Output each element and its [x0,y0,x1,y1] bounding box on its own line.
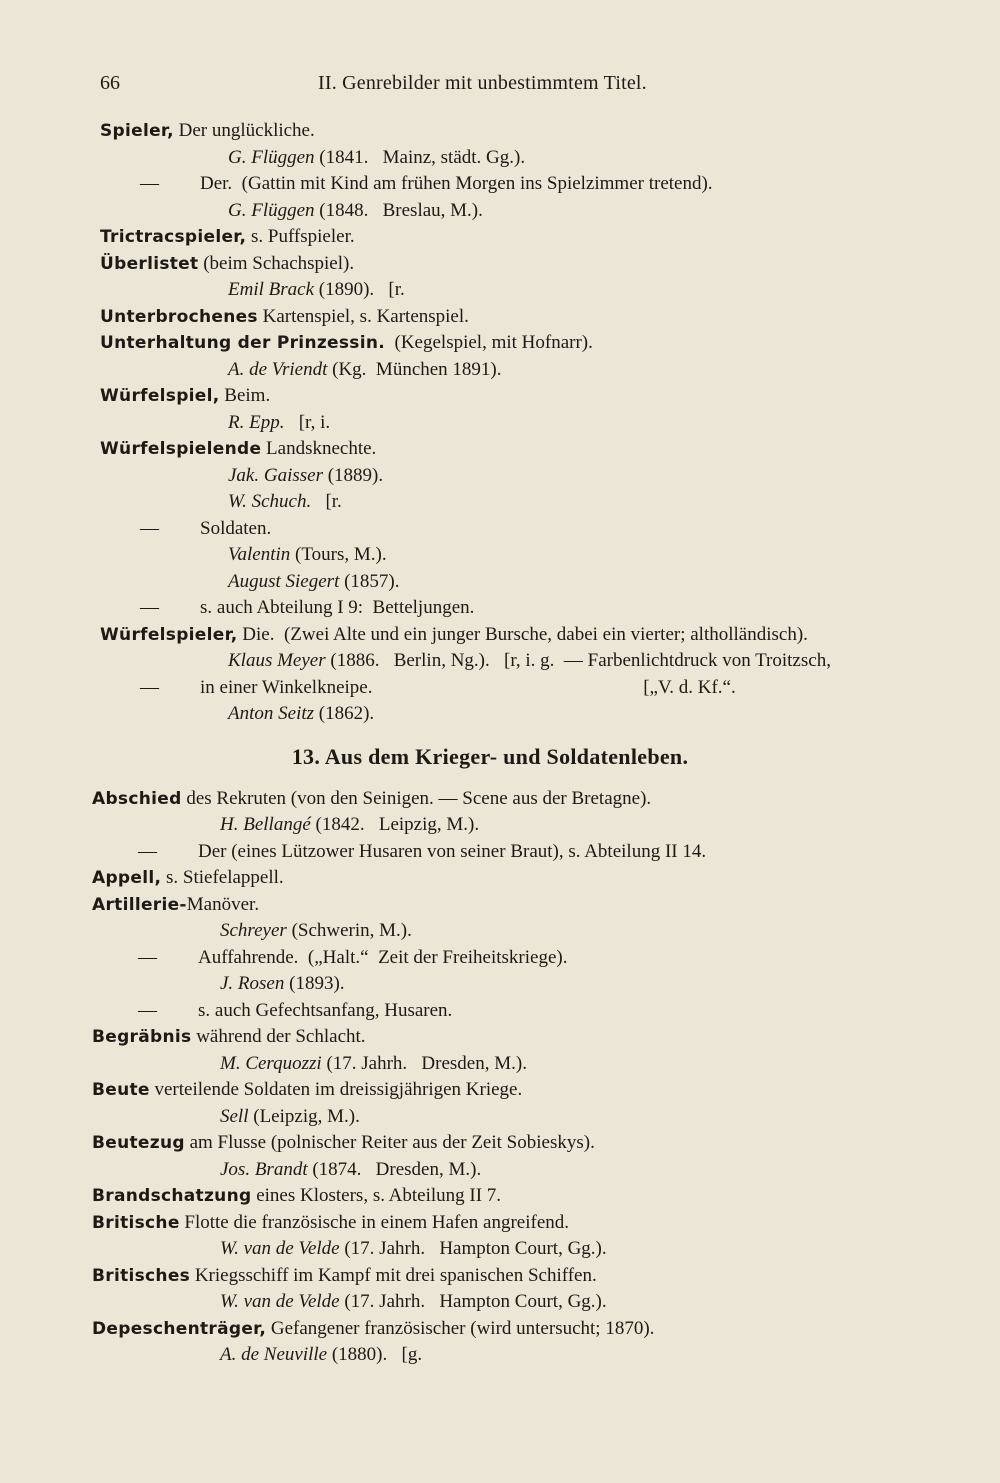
entry-text: während der Schlacht. [191,1026,366,1047]
entry-attribution-line [0,277,1000,304]
entry-heading-line [0,304,1000,331]
entry-text: Soldaten. [200,517,272,539]
entry-heading-line [0,786,1000,813]
entry-continuation-line [0,675,1000,702]
entry-attribution-line [0,357,1000,384]
entry-continuation-line [0,595,1000,622]
artist-name: A. de Neuville [220,1344,328,1365]
artist-name: W. van de Velde [220,1291,340,1312]
entry-text: Kriegsschiff im Kampf mit drei spanischen Schiffen. [190,1264,597,1286]
entry-keyword: Unterhaltung der Prinzessin. [100,333,385,353]
entry-attribution-line [0,1342,1000,1369]
entry-text: des Rekruten (von den Seinigen. — Scene aus der Bretagne). [181,787,652,809]
entry-attribution-line [0,1236,1000,1263]
artist-name: R. Epp. [228,411,285,433]
artist-name: J. Rosen [220,973,285,994]
repeat-dash: — [138,946,157,968]
entry-text: eines Klosters, s. Abteilung II 7. [251,1185,502,1206]
entry-text: Auffahrende. („Halt.“ Zeit der Freiheitskriege). [198,946,568,968]
repeat-dash: — [140,676,159,698]
entry-text: (Leipzig, M.). [248,1105,360,1127]
entry-attribution-line [0,145,1000,172]
entry-text: (Kegelspiel, mit Hofnarr). [385,332,593,353]
artist-name: Anton Seitz [228,703,315,724]
artist-name: August Siegert [228,570,340,592]
entry-attribution-line [0,918,1000,945]
artist-name: W. Schuch. [228,491,312,512]
entry-attribution-line [0,701,1000,728]
entry-text: (Tours, M.). [290,544,387,565]
entry-heading-line [0,118,1000,145]
entry-text: (1842. Leipzig, M.). [310,814,480,835]
artist-name: Jos. Brandt [220,1158,308,1180]
artist-name: H. Bellangé [220,814,311,835]
entry-heading-line [0,1263,1000,1290]
entry-text: (1889). [322,464,384,486]
entry-attribution-line [0,463,1000,490]
entry-text: (beim Schachspiel). [198,252,355,274]
entry-text: Manöver. [186,893,260,915]
entry-attribution-line [0,1104,1000,1131]
entry-keyword: Beutezug [92,1133,185,1153]
entry-attribution-line [0,971,1000,998]
entry-attribution-line [0,410,1000,437]
entry-keyword: Spieler, [100,121,174,141]
entry-heading-line [0,892,1000,919]
artist-name: Sell [220,1105,249,1127]
entry-keyword: Würfelspiel, [100,386,220,406]
repeat-dash: — [140,517,159,539]
entry-heading-line [0,330,1000,357]
entry-attribution-line [0,198,1000,225]
entry-list [0,118,1000,1369]
entry-attribution-line [0,1051,1000,1078]
entry-text: (1874. Dresden, M.). [307,1158,482,1180]
section-title: 13. Aus dem Krieger- und Soldatenleben. [291,743,689,769]
entry-heading-line [0,622,1000,649]
entry-heading-line [0,1183,1000,1210]
entry-text: (1880). [g. [327,1344,423,1365]
entry-heading-line [0,1316,1000,1343]
entry-heading-line [0,1024,1000,1051]
artist-name: W. van de Velde [220,1238,340,1259]
entry-heading-line [0,865,1000,892]
entry-heading-line [0,383,1000,410]
entry-text: [r, i. [284,411,331,433]
entry-heading-line [0,436,1000,463]
entry-text: (Kg. München 1891). [327,358,502,380]
entry-text: (1862). [314,703,375,724]
artist-name: Schreyer [220,920,287,941]
entry-keyword: Brandschatzung [92,1186,252,1206]
entry-text: (1848. Breslau, M.). [314,199,483,221]
entry-keyword: Würfelspielende [100,439,262,459]
artist-name: G. Flüggen [228,199,315,221]
entry-attribution-line [0,812,1000,839]
entry-text: Der. (Gattin mit Kind am frühen Morgen ins Spielzimmer tretend). [200,173,713,194]
entry-text: Gefangener französischer (wird untersucht; 1870). [266,1317,655,1339]
entry-continuation-line [0,998,1000,1025]
page-header [0,72,1000,102]
entry-keyword: Artillerie- [92,894,187,915]
entry-heading-line [0,224,1000,251]
entry-text: (1841. Mainz, städt. Gg.). [314,146,526,168]
entry-text: s. auch Abteilung I 9: Betteljungen. [200,597,475,618]
entry-text: (Schwerin, M.). [286,920,412,941]
entry-attribution-line [0,648,1000,675]
entry-text: Der (eines Lützower Husaren von seiner Braut), s. Abteilung II 14. [198,840,707,862]
entry-text: s. Stiefelappell. [161,867,284,888]
entry-keyword: Trictracspieler, [100,227,247,247]
entry-text: Landsknechte. [261,438,377,459]
artist-name: G. Flüggen [228,146,315,168]
entry-keyword: Appell, [92,868,162,888]
repeat-dash: — [138,840,157,862]
entry-heading-line [0,251,1000,278]
entry-continuation-line [0,945,1000,972]
entry-attribution-line [0,489,1000,516]
artist-name: Jak. Gaisser [228,464,323,486]
entry-attribution-line [0,542,1000,569]
entry-text: (1857). [339,570,400,592]
entry-continuation-line [0,839,1000,866]
artist-name: Klaus Meyer [228,650,326,671]
artist-name: A. de Vriendt [228,358,328,380]
entry-continuation-line [0,516,1000,543]
entry-text: s. Puffspieler. [246,226,355,247]
entry-text: verteilende Soldaten im dreissigjährigen Kriege. [149,1079,523,1100]
entry-text: (17. Jahrh. Dresden, M.). [321,1052,527,1074]
entry-continuation-line [0,171,1000,198]
entries-section-13 [0,786,1000,1369]
entry-keyword: Britisches [92,1265,191,1286]
entry-text: Die. (Zwei Alte und ein junger Bursche, dabei ein vierter; altholländisch). [237,623,808,645]
entry-attribution-line [0,1157,1000,1184]
entry-text: (17. Jahrh. Hampton Court, Gg.). [339,1291,607,1312]
entry-heading-line [0,1077,1000,1104]
repeat-dash: — [140,173,159,194]
artist-name: M. Cerquozzi [220,1052,322,1074]
entry-attribution-line [0,1289,1000,1316]
entry-keyword: Beute [92,1080,150,1100]
entry-keyword: Würfelspieler, [100,624,238,645]
entry-text: (17. Jahrh. Hampton Court, Gg.). [339,1238,607,1259]
entry-text: (1886. Berlin, Ng.). [r, i. g. — Farbenlichtdruck von Troitzsch, [325,650,831,671]
entry-keyword: Unterbrochenes [100,306,258,327]
entry-text: Beim. [219,385,271,406]
entry-text: (1893). [284,973,345,994]
running-title: II. Genrebilder mit unbestimmtem Titel. [318,72,647,94]
entry-heading-line [0,1210,1000,1237]
artist-name: Emil Brack [228,279,315,300]
entry-text: Flotte die französische in einem Hafen angreifend. [179,1211,570,1233]
entry-text: (1890). [r. [314,279,405,300]
artist-name: Valentin [228,544,291,565]
entry-text: [r. [311,491,342,512]
entry-text: s. auch Gefechtsanfang, Husaren. [198,999,453,1021]
entry-text: Kartenspiel, s. Kartenspiel. [257,305,469,327]
entry-keyword: Depeschenträger, [92,1318,267,1339]
entry-keyword: Abschied [92,788,182,809]
repeat-dash: — [140,597,159,618]
entry-keyword: Überlistet [100,253,199,274]
entry-heading-line [0,1130,1000,1157]
entry-attribution-line [0,569,1000,596]
page-number: 66 [100,72,120,94]
entries-section-12 [0,118,1000,728]
repeat-dash: — [138,999,157,1021]
entry-keyword: Britische [92,1212,180,1233]
entry-keyword: Begräbnis [92,1027,192,1047]
entry-text: Der unglückliche. [173,120,315,141]
entry-text: am Flusse (polnischer Reiter aus der Zeit Sobieskys). [184,1132,595,1153]
entry-text: in einer Winkelkneipe. [„V. d. Kf.“. [200,676,736,698]
